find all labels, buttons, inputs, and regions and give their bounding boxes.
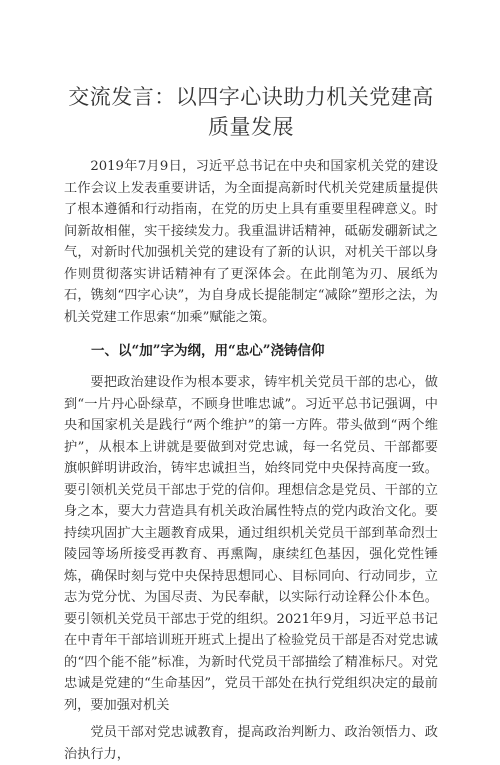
section-heading-1: 一、以“加”字为纲，用“忠心”浇铸信仰 [91, 343, 325, 359]
document-title: 交流发言：以四字心诀助力机关党建高质量发展 [68, 85, 434, 139]
body-paragraph: 要把政治建设作为根本要求，铸牢机关党员干部的忠心，做到“一片丹心卧绿草，不顾身世唯忠诚”。习近平总书记强调，中央和国家机关是践行“两个维护”的第一方阵。带头做到“两个维护”，从根本上讲就是要做到对党忠诚，每一名党员、干部都要旗帜鲜明讲政治，铸牢忠诚担当，始终同党中央保持高度一致。要引领机关党员干部忠于党的信仰。理想信念是党员、干部的立身之本，要大力营造具有机关政治属性特点的党内政治文化。要持续巩固扩大主题教育成果，通过组织机关党员干部到革命烈士陵园等场所接受再教育、再熏陶，康续红色基因，强化党性锤炼，确保时刻与党中央保持思想同心、目标同向、行动同步，立志为党分忧、为国尽责、为民奉献，以实际行动诠释公仆本色。要引领机关党员干部忠于党的组织。2021年9月，习近平总书记在中青年干部培训班开班式上提出了检验党员干部是否对党忠诚的“四个能不能”标准，为新时代党员干部描绘了精准标尺。对党忠诚是党建的“生命基因”，党员干部处在执行党组织决定的最前列，要加强对机关 [64, 375, 438, 713]
body-paragraph-continued: 党员干部对党忠诚教育，提高政治判断力、政治领悟力、政治执行力， [64, 725, 438, 762]
intro-paragraph: 2019年7月9日，习近平总书记在中央和国家机关党的建设工作会议上发表重要讲话，为全面提高新时代机关党建质量提供了根本遵循和行动指南，在党的历史上具有重要里程碑意义。时间新故相催，实干接续发力。我重温讲话精神，砥砺发硼新试之气，对新时代加强机关党的建设有了新的认识，对机关干部以身作则贯彻落实讲话精神有了更深体会。在此削笔为刃、展纸为石，镌刻“四字心诀”，为自身成长提能制定“减除”塑形之法，为机关党建工作思索“加乘”赋能之策。 [64, 159, 438, 325]
